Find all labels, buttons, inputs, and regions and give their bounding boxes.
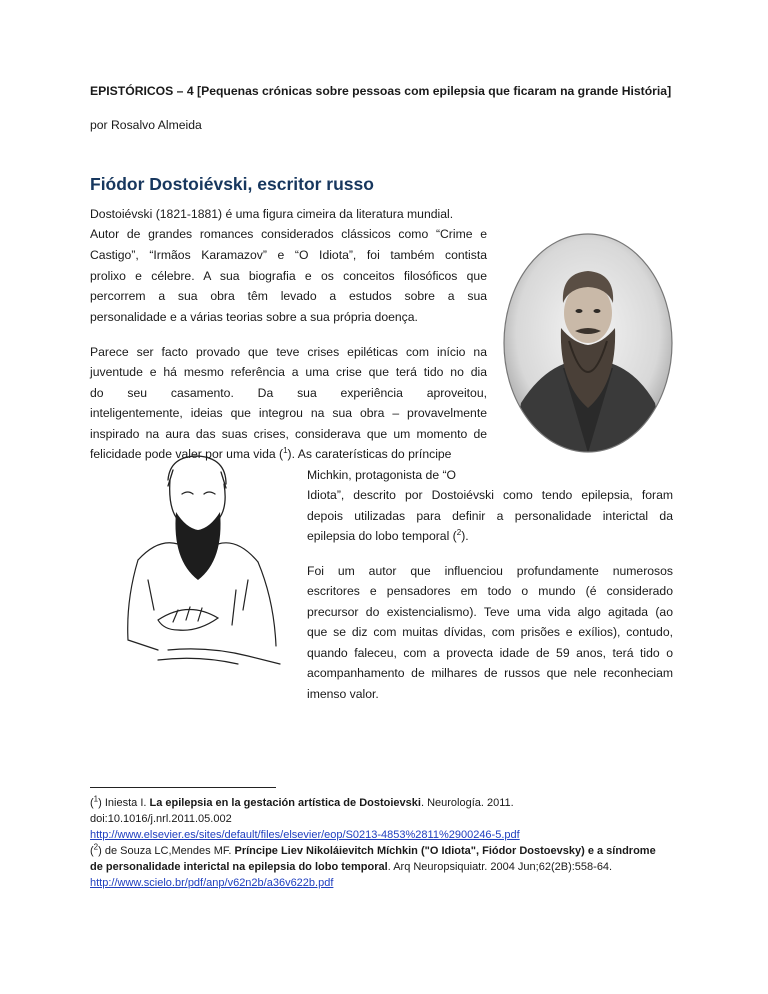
- p1-line: Dostoiévski (1821-1881) é uma figura cimeira da literatura mundial.: [90, 207, 454, 221]
- p3-line: que se diz com muitas dívidas, com prisões e exílios), contudo,: [307, 625, 673, 639]
- footnote-2: ($^2$) de Souza LC,Mendes MF. Príncipe Liev Nikoláievitch Míchkin ("O Idiota", Fiódor Dostoevsky) e a síndrome: [90, 842, 656, 857]
- series-title: EPISTÓRICOS – 4 [Pequenas crónicas sobre pessoas com epilepsia que ficaram na grande História]: [90, 84, 672, 98]
- p1-line: Autor de grandes romances considerados clássicos como “Crime e: [90, 227, 487, 241]
- p2-line: inspirado na aura das suas crises, considerava que um momento de: [90, 427, 487, 441]
- p1-line: prolixo e célebre. A sua biografia e os conceitos filosóficos que: [90, 269, 487, 283]
- p2-line: juventude e há mesmo referência a uma crise que terá tido no dia: [90, 365, 487, 379]
- p2-line: Michkin, protagonista de “O: [307, 468, 457, 482]
- p2-line: inteligentemente, ideias que integrou na sua obra – provavelmente: [90, 406, 487, 420]
- footnote-2-cont: de personalidade interictal na epilepsia do lobo temporal. Arq Neuropsiquiatr. 2004 Jun;62(2B):558-64.: [90, 861, 613, 873]
- p2-line: Idiota”, descrito por Dostoiévski como tendo epilepsia, foram: [307, 488, 673, 502]
- dostoevsky-portrait-photo: [503, 233, 673, 453]
- p3-line: acompanhamento de milhares de russos que nele reconheciam: [307, 666, 673, 680]
- p1-line: personalidade e a várias teorias sobre a sua própria doença.: [90, 310, 418, 324]
- footnote-separator: [90, 787, 276, 788]
- p3-line: escritores e pensadores em todo o mundo (é considerado: [307, 584, 673, 598]
- footnote-1-link[interactable]: http://www.elsevier.es/sites/default/files/elsevier/eop/S0213-4853%2811%2900246-5.pdf: [90, 829, 520, 841]
- footnote-ref-2[interactable]: 2: [456, 527, 462, 537]
- p3-line: quando faleceu, com a provecta idade de 59 anos, terá tido o: [307, 646, 673, 660]
- p2-line: epilepsia do lobo temporal ($^2$).: [307, 527, 469, 543]
- footnote-1: ($^1$) Iniesta I. La epilepsia en la gestación artística de Dostoievski. Neurología. 2011.: [90, 794, 514, 809]
- footnote-2-link[interactable]: http://www.scielo.br/pdf/anp/v62n2b/a36v622b.pdf: [90, 877, 334, 889]
- p3-line: Foi um autor que influenciou profundamente numerosos: [307, 564, 673, 578]
- article-title: Fiódor Dostoiévski, escritor russo: [90, 174, 374, 194]
- p3-line: imenso valor.: [307, 687, 379, 701]
- p2-line: Parece ser facto provado que teve crises epiléticas com início na: [90, 345, 487, 359]
- p2-line: depois utilizadas para definir a personalidade interictal da: [307, 509, 673, 523]
- footnote-1-doi: doi:10.1016/j.nrl.2011.05.002: [90, 813, 232, 825]
- p1-line: percorrem a sua obra têm levado a estudos sobre a sua: [90, 289, 487, 303]
- footnote-ref-1[interactable]: 1: [283, 445, 288, 455]
- p3-line: precursor do existencialismo). Teve uma vida algo agitada (ao: [307, 605, 673, 619]
- p1-line: Castigo”, “Irmãos Karamazov” e “O Idiota”, foi também contista: [90, 248, 487, 262]
- dostoevsky-sketch-illustration: [98, 450, 298, 670]
- p2-line: felicidade pode valer por uma vida ($^1$). As caraterísticas do príncipe: [90, 445, 452, 461]
- author-byline: por Rosalvo Almeida: [90, 118, 202, 132]
- p2-line: do seu casamento. Da sua experiência aproveitou,: [90, 386, 487, 400]
